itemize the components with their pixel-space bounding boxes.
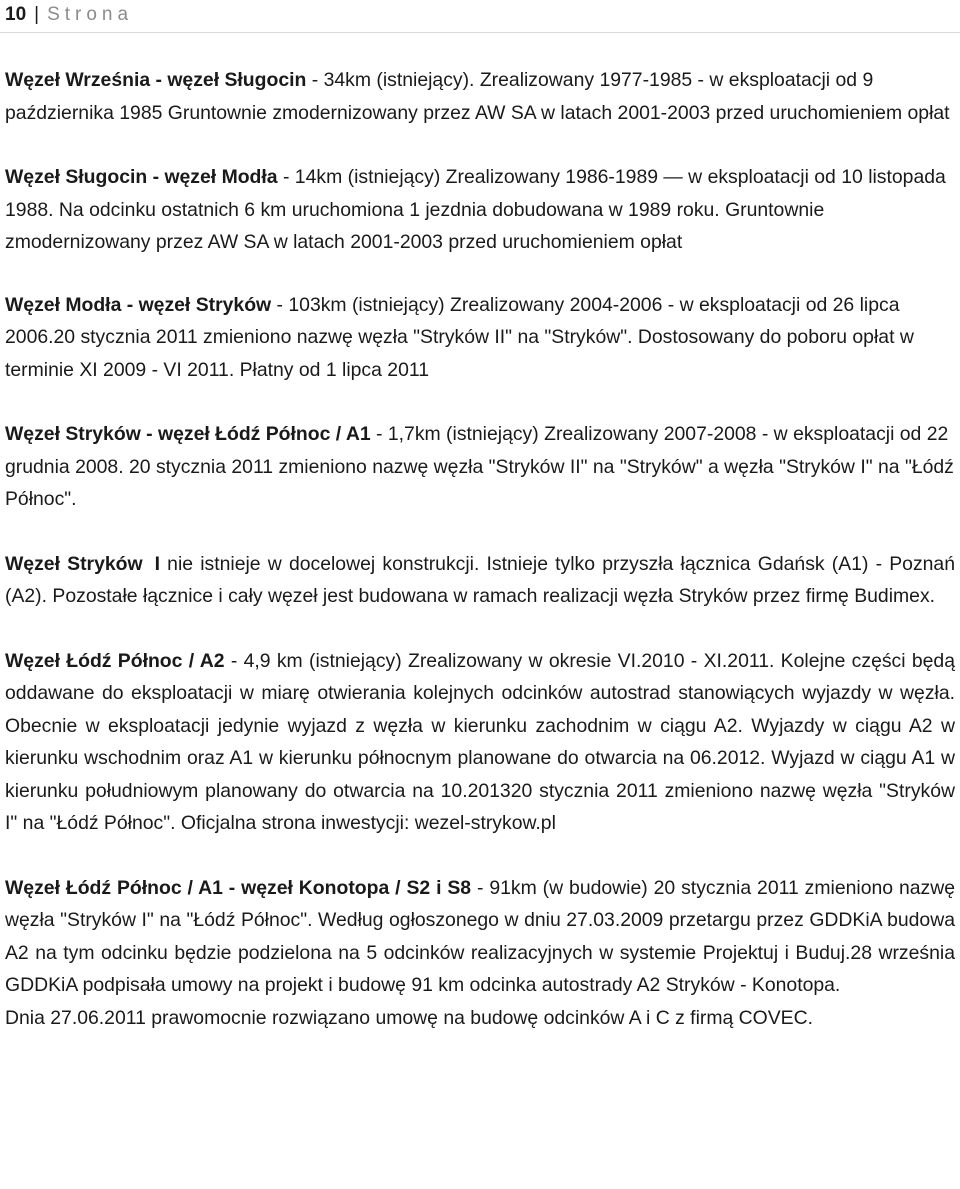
paragraph-heading: Węzeł Łódź Północ / A1 - węzeł Konotopa / S2 i S8 — [5, 876, 472, 899]
paragraph-text: - 91km (w budowie) 20 stycznia 2011 zmieniono nazwę węzła "Stryków I" na "Łódź Północ". Według ogłoszonego w dniu 27.03.2009 przetargu przez GDDKiA budowa A2 na tym odcinku będzie podzielona na 5 odcinków realizacyjnych w systemie Projektuj i Buduj.28 września GDDKiA podpisała umowy na projekt i budowę 91 km odcinka autostrady A2 Stryków - Konotopa. — [5, 876, 955, 996]
paragraph-wrzesnia-slugocin — [5, 64, 955, 129]
paragraph-heading: Węzeł Września - węzeł Sługocin — [5, 69, 307, 91]
paragraph-lodz-polnoc-konotopa — [5, 872, 955, 1002]
paragraph-strykow-lodz-polnoc-a1 — [5, 418, 955, 516]
paragraph-heading: Węzeł Modła - węzeł Stryków — [5, 293, 272, 316]
paragraph-modla-strykow — [5, 289, 955, 387]
paragraph-heading-suffix: I — [154, 552, 160, 575]
page-header — [5, 0, 133, 30]
paragraph-text: Dnia 27.06.2011 prawomocnie rozwiązano umowę na budowę odcinków A i C z firmą COVEC. — [5, 1006, 813, 1029]
paragraph-text: nie istnieje w docelowej konstrukcji. Istnieje tylko przyszła łącznica Gdańsk (A1) - Poznań (A2). Pozostałe łącznice i cały węzeł jest budowana w ramach realizacji węzła Stryków przez firmę Budimex. — [5, 552, 955, 607]
paragraph-slugocin-modla — [5, 161, 955, 259]
paragraph-text: - 4,9 km (istniejący) Zrealizowany w okresie VI.2010 - XI.2011. Kolejne części będą oddawane do eksploatacji w miarę otwierania kolejnych odcinków autostrad stanowiących wyjazdy w węzła. Obecnie w eksploatacji jedynie wyjazd z węzła w kierunku zachodnim w ciągu A2. Wyjazdy w ciągu A2 w kierunku wschodnim oraz A1 w kierunku północnym planowane do otwarcia na 06.2012. Wyjazd w ciągu A1 w kierunku południowym planowany do otwarcia na 10.201320 stycznia 2011 zmieniono nazwę węzła "Stryków I" na "Łódź Północ". Oficjalna strona inwestycji: wezel-strykow.pl — [5, 649, 955, 834]
paragraph-text: - 1,7km (istniejący) Zrealizowany 2007-2008 - w eksploatacji od 22 grudnia 2008. 20 stycznia 2011 zmieniono nazwę węzła "Stryków II" na "Stryków" a węzła "Stryków I" na "Łódź Północ". — [5, 423, 954, 510]
paragraph-strykow-i — [5, 548, 955, 613]
paragraph-lodz-polnoc-a2 — [5, 645, 955, 840]
paragraph-heading: Węzeł Łódź Północ / A2 — [5, 649, 225, 672]
paragraph-heading: Węzeł Sługocin - węzeł Modła — [5, 166, 278, 188]
paragraph-covec — [5, 1002, 955, 1035]
paragraph-text: - 14km (istniejący) Zrealizowany 1986-1989 — w eksploatacji od 10 listopada 1988. Na odcinku ostatnich 6 km uruchomiona 1 jezdnia dobudowana w 1989 roku. Gruntownie zmodernizowany przez AW SA w latach 2001-2003 przed uruchomieniem opłat — [5, 166, 946, 253]
document-body — [5, 64, 955, 1034]
paragraph-text: - 103km (istniejący) Zrealizowany 2004-2006 - w eksploatacji od 26 lipca 2006.20 stycznia 2011 zmieniono nazwę węzła "Stryków II" na "Stryków". Dostosowany do poboru opłat w terminie XI 2009 - VI 2011. Płatny od 1 lipca 2011 — [5, 293, 914, 381]
header-rule — [0, 32, 960, 33]
paragraph-heading: Węzeł Stryków — [5, 552, 143, 575]
header-separator: | — [34, 4, 40, 25]
paragraph-heading: Węzeł Stryków - węzeł Łódź Północ / A1 — [5, 423, 371, 445]
page-word: Strona — [47, 4, 134, 25]
page-number: 10 — [5, 4, 27, 25]
paragraph-text: - 34km (istniejący). Zrealizowany 1977-1985 - w eksploatacji od 9 października 1985 Gruntownie zmodernizowany przez AW SA w latach 2001-2003 przed uruchomieniem opłat — [5, 69, 950, 124]
